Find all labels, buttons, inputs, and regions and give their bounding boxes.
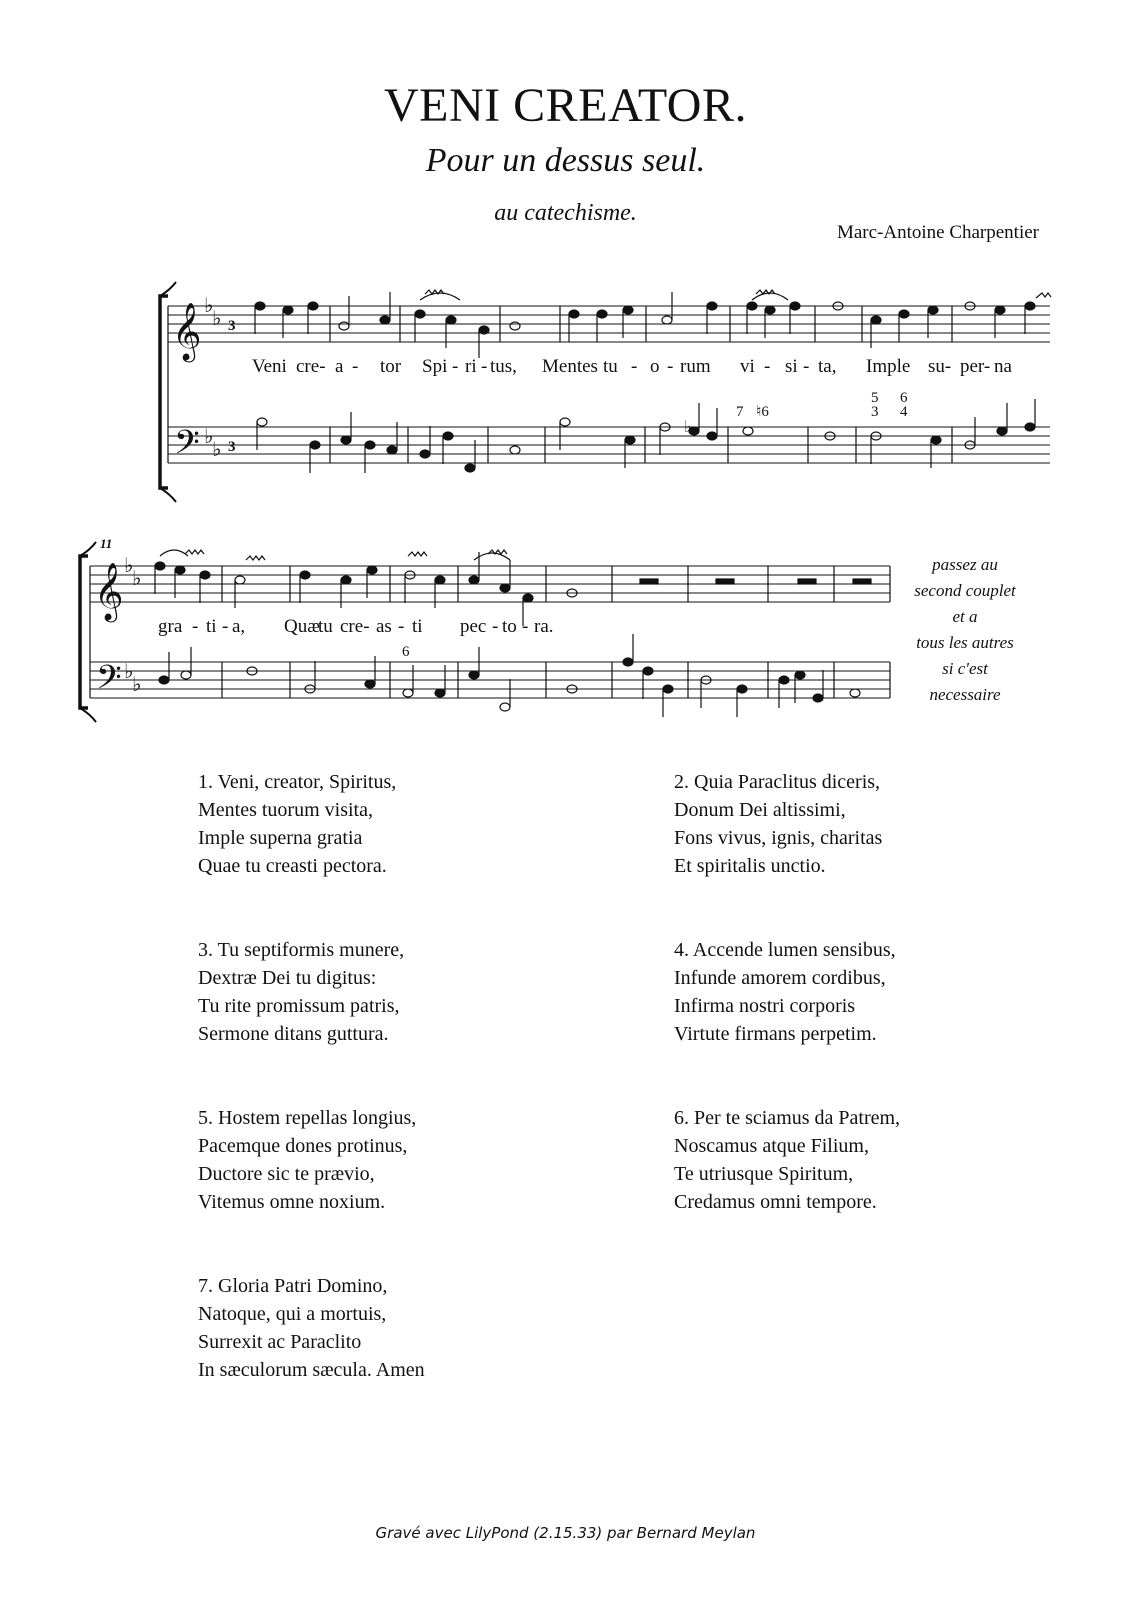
svg-text:6: 6: [900, 390, 908, 406]
bass-clef-icon: 𝄢: [96, 659, 122, 705]
svg-text:♭: ♭: [684, 417, 692, 436]
svg-text:Spi: Spi: [422, 356, 448, 377]
svg-text:5: 5: [871, 390, 879, 406]
piece-subtitle: Pour un dessus seul.: [425, 142, 706, 179]
stanza-2: [674, 768, 1014, 880]
stanza-1: [198, 768, 538, 880]
svg-text:ra.: ra.: [534, 616, 554, 637]
bar-number: 11: [100, 536, 113, 551]
stanza-line: 4. Accende lumen sensibus,: [674, 939, 896, 961]
stanza-line: Ductore sic te prævio,: [198, 1163, 375, 1185]
svg-text:per-: per-: [960, 356, 991, 377]
svg-text:-: -: [631, 356, 638, 377]
stanza-line: 7. Gloria Patri Domino,: [198, 1275, 388, 1297]
svg-text:-: -: [667, 356, 674, 377]
stanza-line: Et spiritalis unctio.: [674, 855, 826, 877]
time-signature: 3: [228, 439, 236, 455]
svg-text:o: o: [650, 356, 660, 377]
flat-icon: ♭: [204, 424, 214, 448]
figured-bass-2: 6: [402, 644, 410, 660]
svg-text:Veni: Veni: [252, 356, 287, 377]
svg-text:a: a: [335, 356, 344, 377]
stanza-line: Natoque, qui a mortuis,: [198, 1303, 387, 1325]
svg-text:-: -: [192, 616, 199, 637]
svg-text:-: -: [481, 356, 488, 377]
stanza-line: Pacemque dones protinus,: [198, 1135, 408, 1157]
lyrics-2: [158, 616, 554, 637]
treble-clef-icon: 𝄞: [172, 302, 202, 360]
stanza-line: 2. Quia Paraclitus diceris,: [674, 771, 881, 793]
svg-text:7: 7: [736, 404, 744, 420]
stanza-line: Credamus omni tempore.: [674, 1191, 877, 1213]
margin-note-line: necessaire: [929, 685, 1001, 704]
margin-note-line: tous les autres: [916, 633, 1014, 652]
stanza-line: Surrexit ac Paraclito: [198, 1331, 362, 1353]
treble-staff-1: [168, 306, 1050, 342]
svg-text:a,: a,: [232, 616, 246, 637]
svg-text:-: -: [764, 356, 771, 377]
svg-text:-: -: [398, 616, 405, 637]
time-signature: 3: [228, 318, 236, 334]
svg-text:ta,: ta,: [818, 356, 837, 377]
system-1: [160, 282, 1051, 502]
stanza-line: Infirma nostri corporis: [674, 995, 856, 1017]
engraver-credit: Gravé avec LilyPond (2.15.33) par Bernard Meylan: [375, 1524, 756, 1542]
svg-text:as: as: [376, 616, 392, 637]
stanza-6: [674, 1104, 1014, 1216]
treble-notes-2: [155, 550, 871, 626]
stanza-line: Te utriusque Spiritum,: [674, 1163, 854, 1185]
margin-note-line: passez au: [932, 555, 998, 574]
lyrics-1: [252, 356, 1013, 377]
flat-icon: ♭: [124, 553, 134, 577]
margin-note: [900, 552, 1030, 708]
svg-text:ti: ti: [206, 616, 217, 637]
svg-text:3: 3: [871, 404, 879, 420]
svg-text:-: -: [222, 616, 229, 637]
stanza-line: Infunde amorem cordibus,: [674, 967, 886, 989]
stanza-line: In sæculorum sæcula. Amen: [198, 1359, 425, 1381]
stanza-line: 1. Veni, creator, Spiritus,: [198, 771, 397, 793]
margin-note-line: second couplet: [914, 581, 1016, 600]
svg-text:-: -: [452, 356, 459, 377]
margin-note-line: si c'est: [942, 659, 988, 678]
flat-icon: ♭: [212, 437, 222, 461]
stanza-line: Mentes tuorum visita,: [198, 799, 373, 821]
flat-icon: ♭: [212, 306, 222, 330]
svg-text:tus,: tus,: [490, 356, 517, 377]
bass-notes-2: [159, 634, 860, 717]
flat-icon: ♭: [204, 293, 214, 317]
piece-subsubtitle: au catechisme.: [494, 200, 637, 226]
svg-text:ri: ri: [465, 356, 477, 377]
svg-text:ti: ti: [412, 616, 423, 637]
svg-text:cre-: cre-: [340, 616, 370, 637]
bass-staff-2: [90, 662, 890, 698]
stanza-line: Virtute firmans perpetim.: [674, 1023, 877, 1045]
system-2: [80, 536, 890, 722]
svg-text:Mentes: Mentes: [542, 356, 598, 377]
svg-text:-: -: [492, 616, 499, 637]
flat-icon: ♭: [132, 566, 142, 590]
piece-title: VENI CREATOR.: [384, 79, 747, 132]
svg-text:♮6: ♮6: [756, 404, 769, 420]
svg-text:Quæ: Quæ: [284, 616, 320, 637]
composer-name: Marc-Antoine Charpentier: [836, 222, 1039, 243]
svg-text:to: to: [502, 616, 517, 637]
svg-text:-: -: [803, 356, 810, 377]
stanza-4: [674, 936, 1014, 1048]
stanza-line: Imple superna gratia: [198, 827, 363, 849]
stanza-3: [198, 936, 538, 1048]
flat-icon: ♭: [132, 672, 142, 696]
svg-text:su-: su-: [928, 356, 952, 377]
svg-text:tu: tu: [603, 356, 618, 377]
svg-text:rum: rum: [680, 356, 711, 377]
svg-text:tu: tu: [318, 616, 333, 637]
stanza-line: 6. Per te sciamus da Patrem,: [674, 1107, 901, 1129]
stanza-7: [198, 1272, 538, 1384]
stanza-line: Fons vivus, ignis, charitas: [674, 827, 883, 849]
svg-text:cre-: cre-: [296, 356, 326, 377]
svg-text:-: -: [352, 356, 359, 377]
svg-text:Imple: Imple: [866, 356, 911, 377]
flat-icon: ♭: [124, 659, 134, 683]
figured-bass-1: [736, 390, 908, 420]
treble-staff-2: [90, 566, 890, 602]
stanza-line: 3. Tu septiformis munere,: [198, 939, 405, 961]
svg-text:-: -: [522, 616, 529, 637]
stanza-line: Dextræ Dei tu digitus:: [198, 967, 377, 989]
svg-text:gra: gra: [158, 616, 183, 637]
svg-text:4: 4: [900, 404, 908, 420]
svg-text:pec: pec: [460, 616, 487, 637]
svg-text:tor: tor: [380, 356, 402, 377]
svg-text:na: na: [994, 356, 1012, 377]
stanza-line: Noscamus atque Filium,: [674, 1135, 869, 1157]
stanza-line: 5. Hostem repellas longius,: [198, 1107, 417, 1129]
stanza-line: Donum Dei altissimi,: [674, 799, 846, 821]
svg-text:vi: vi: [740, 356, 755, 377]
margin-note-line: et a: [952, 607, 978, 626]
stanza-line: Sermone ditans guttura.: [198, 1023, 389, 1045]
treble-clef-icon: 𝄞: [94, 562, 124, 620]
stanza-5: [198, 1104, 538, 1216]
stanza-line: Quae tu creasti pectora.: [198, 855, 387, 877]
bass-staff-1: [168, 427, 1050, 463]
stanza-line: Vitemus omne noxium.: [198, 1191, 386, 1213]
svg-text:si: si: [785, 356, 798, 377]
stanza-line: Tu rite promissum patris,: [198, 995, 400, 1017]
bass-clef-icon: 𝄢: [174, 424, 200, 470]
